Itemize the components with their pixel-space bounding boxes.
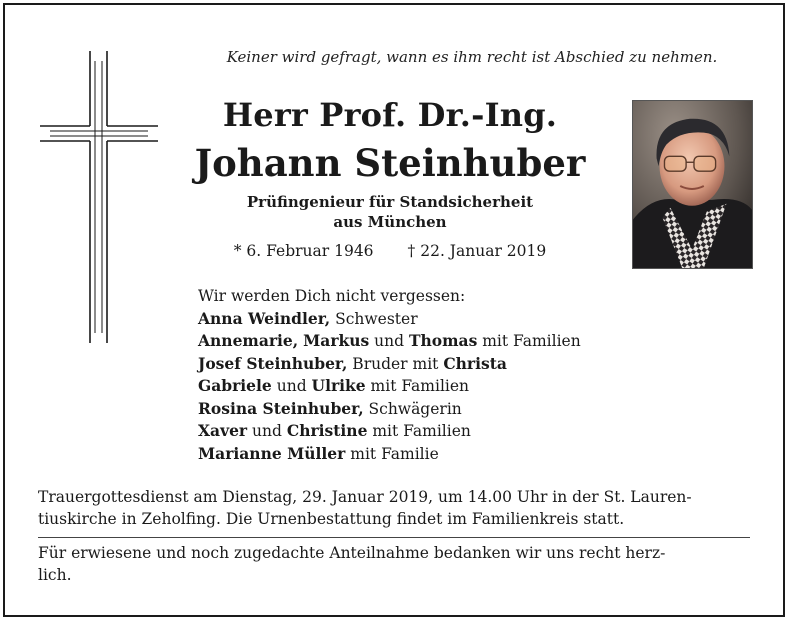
mourner-line bbox=[198, 353, 758, 376]
life-dates bbox=[160, 242, 620, 260]
mourner-relation: und bbox=[369, 332, 409, 350]
mourner-relation: mit Familien bbox=[365, 377, 470, 395]
mourner-name: Christine bbox=[286, 421, 368, 440]
mourner-name: Annemarie, bbox=[198, 331, 299, 350]
mourner-relation: und bbox=[271, 377, 312, 395]
mourner-relation: und bbox=[247, 422, 287, 440]
mourner-name: Thomas bbox=[408, 331, 478, 350]
mourner-relation: mit Familien bbox=[367, 422, 471, 440]
service-info bbox=[38, 487, 755, 530]
thanks-info bbox=[38, 543, 755, 586]
mourner-name: Josef Steinhuber, bbox=[198, 353, 348, 373]
mourner-line bbox=[198, 330, 758, 353]
mourner-name: Anna Weindler, bbox=[198, 308, 331, 328]
mourner-name: Christa bbox=[443, 353, 507, 373]
mourner-relation: mit Familien bbox=[477, 332, 581, 350]
service-line-2: tiuskirche in Zeholfing. Die Urnenbestattung findet im Familienkreis statt. bbox=[38, 509, 625, 528]
mourners-list bbox=[198, 286, 758, 465]
thanks-line-2: lich. bbox=[38, 565, 72, 584]
mourner-name: Gabriele bbox=[198, 376, 272, 395]
mourner-line bbox=[198, 420, 758, 443]
mourner-lines bbox=[198, 308, 758, 466]
mourners-intro: Wir werden Dich nicht vergessen: bbox=[198, 287, 466, 305]
mourner-relation: Schwester bbox=[330, 309, 418, 328]
deceased-origin: aus München bbox=[333, 213, 447, 231]
deceased-profession: Prüfingenieur für Standsicherheit bbox=[246, 193, 534, 211]
mourner-name: Marianne Müller bbox=[198, 443, 346, 463]
mourner-line bbox=[198, 308, 758, 331]
death-date: † 22. Januar 2019 bbox=[407, 242, 547, 260]
motto: Keiner wird gefragt, wann es ihm recht ist Abschied zu nehmen. bbox=[226, 48, 718, 66]
mourner-name: Rosina Steinhuber, bbox=[198, 398, 364, 418]
mourner-relation: Bruder mit bbox=[347, 354, 444, 373]
birth-date: * 6. Februar 1946 bbox=[233, 242, 374, 260]
mourner-name: Markus bbox=[303, 331, 370, 350]
mourner-line bbox=[198, 375, 758, 398]
deceased-name: Johann Steinhuber bbox=[194, 141, 586, 185]
mourner-name: Xaver bbox=[198, 421, 248, 440]
service-line-1: Trauergottesdienst am Dienstag, 29. Januar 2019, um 14.00 Uhr in der St. Lauren- bbox=[38, 488, 692, 506]
mourner-line bbox=[198, 398, 758, 421]
portrait-photo bbox=[632, 100, 753, 269]
deceased-title: Herr Prof. Dr.-Ing. bbox=[222, 96, 558, 134]
mourner-name: Ulrike bbox=[311, 376, 366, 395]
mourner-line bbox=[198, 443, 758, 466]
thanks-line-1: Für erwiesene und noch zugedachte Anteilnahme bedanken wir uns recht herz- bbox=[38, 544, 666, 562]
cross-icon bbox=[38, 47, 160, 347]
mourner-relation: mit Familie bbox=[345, 444, 439, 463]
divider bbox=[38, 537, 750, 538]
mourner-relation: Schwägerin bbox=[363, 399, 462, 418]
deceased-subtitle bbox=[160, 192, 620, 232]
